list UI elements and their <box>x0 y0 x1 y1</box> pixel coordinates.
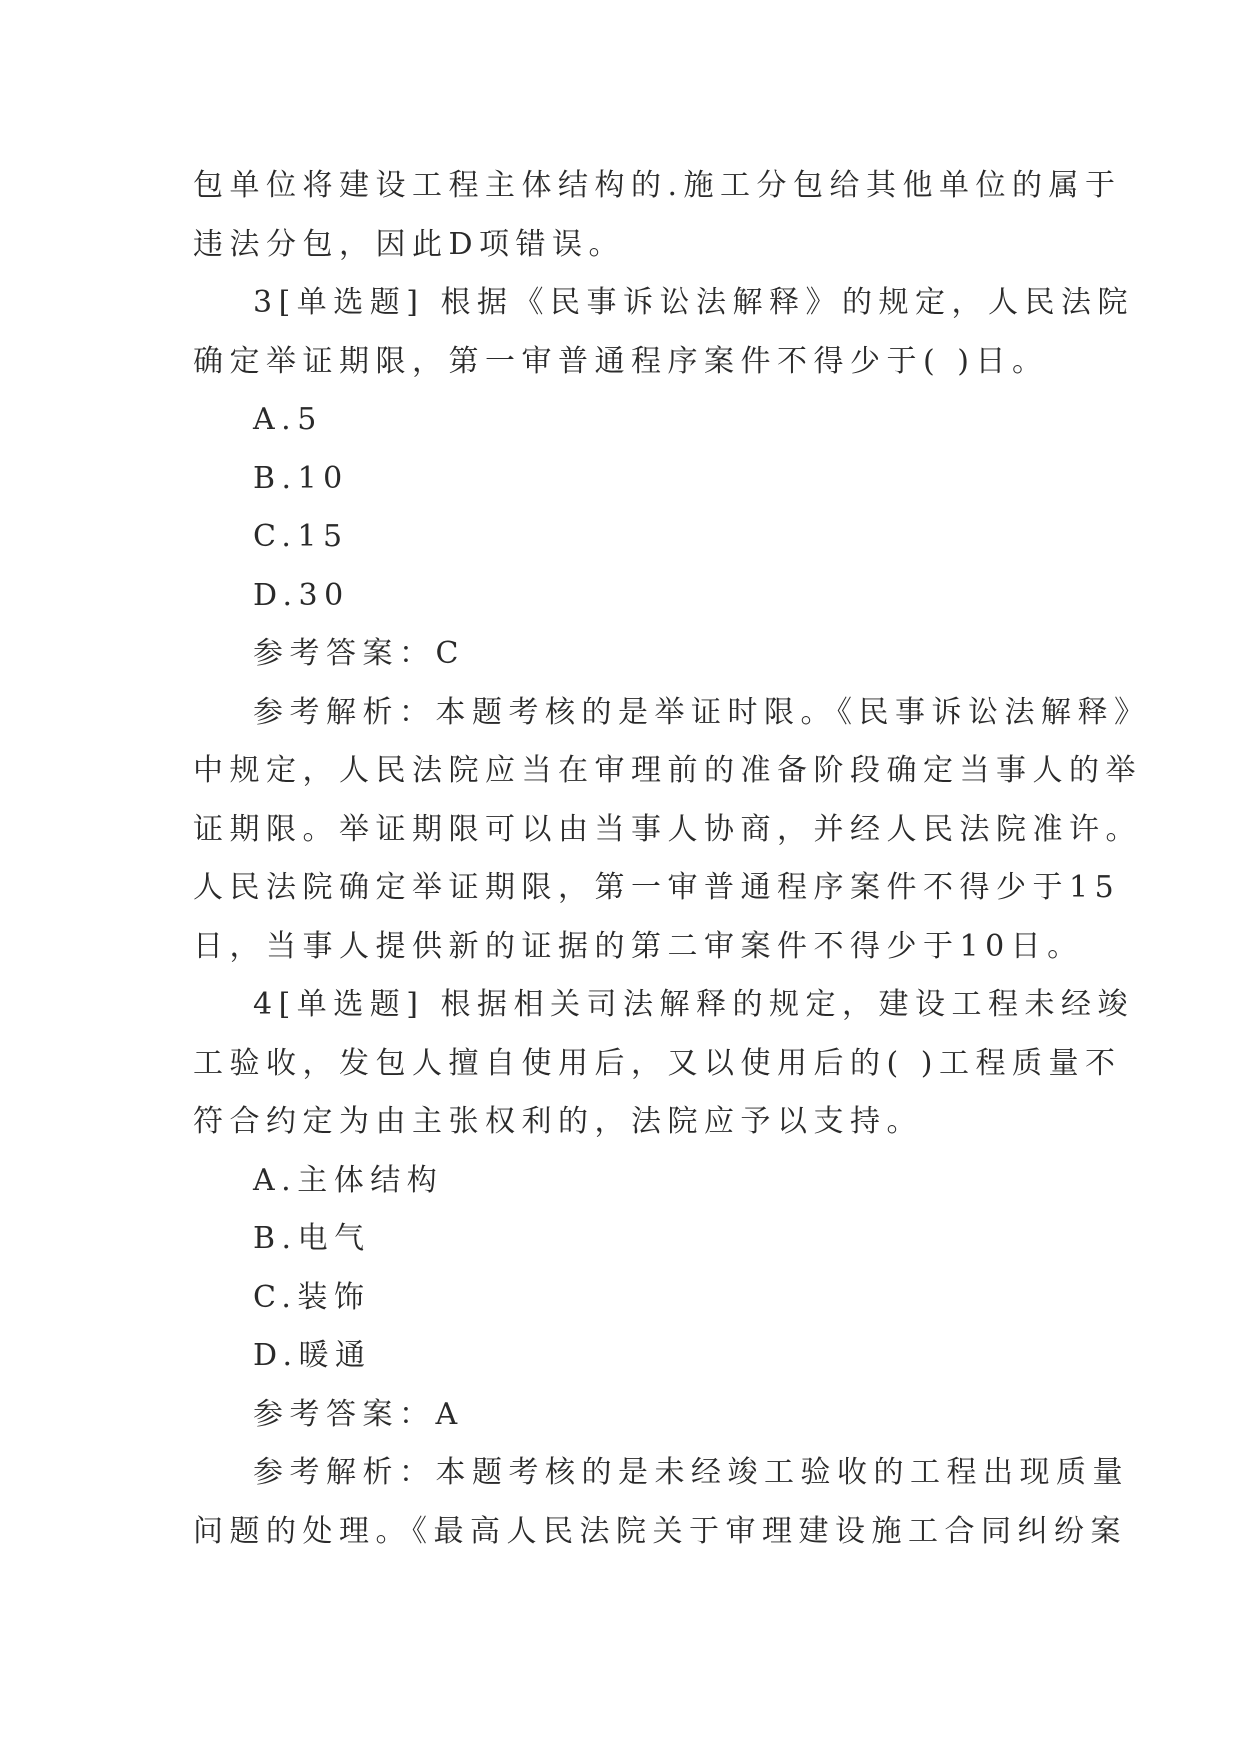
text-line: 人民法院确定举证期限，第一审普通程序案件不得少于15 <box>193 870 1121 905</box>
text-line: 中规定，人民法院应当在审理前的准备阶段确定当事人的举 <box>193 753 1142 788</box>
question-3-option-b: B.10 <box>253 460 349 496</box>
question-3-answer: 参考答案：C <box>253 636 465 671</box>
text-line: 证期限。举证期限可以由当事人协商，并经人民法院准许。 <box>193 811 1142 847</box>
question-4-option-c: C.装饰 <box>253 1279 371 1315</box>
question-3-option-a: A.5 <box>253 402 323 437</box>
question-4-answer: 参考答案：A <box>253 1396 464 1432</box>
question-4-option-b: B.电气 <box>253 1221 371 1256</box>
text-line: 日，当事人提供新的证据的第二审案件不得少于10日。 <box>193 928 1084 964</box>
question-3-option-d: D.30 <box>253 577 350 613</box>
question-3-option-c: C.15 <box>253 519 349 554</box>
question-3-analysis: 参考解析：本题考核的是举证时限。《民事诉讼法解释》 <box>253 694 1151 730</box>
document-body <box>193 157 1151 1561</box>
question-4-option-d: D.暖通 <box>253 1338 372 1373</box>
text-line: 包单位将建设工程主体结构的.施工分包给其他单位的属于 <box>193 168 1122 203</box>
question-4-stem: 4[单选题] 根据相关司法解释的规定，建设工程未经竣 <box>253 987 1135 1022</box>
question-4-option-a: A.主体结构 <box>253 1162 444 1198</box>
question-3-stem: 3[单选题] 根据《民事诉讼法解释》的规定，人民法院 <box>253 285 1135 320</box>
text-line: 问题的处理。《最高人民法院关于审理建设施工合同纠纷案 <box>193 1513 1127 1549</box>
text-line: 违法分包，因此D项错误。 <box>193 226 626 262</box>
text-line: 符合约定为由主张权利的，法院应予以支持。 <box>193 1104 923 1139</box>
text-line: 确定举证期限，第一审普通程序案件不得少于( )日。 <box>193 343 1049 379</box>
text-line: 工验收，发包人擅自使用后，又以使用后的( )工程质量不 <box>193 1045 1122 1081</box>
question-4-analysis: 参考解析：本题考核的是未经竣工验收的工程出现质量 <box>253 1455 1129 1490</box>
